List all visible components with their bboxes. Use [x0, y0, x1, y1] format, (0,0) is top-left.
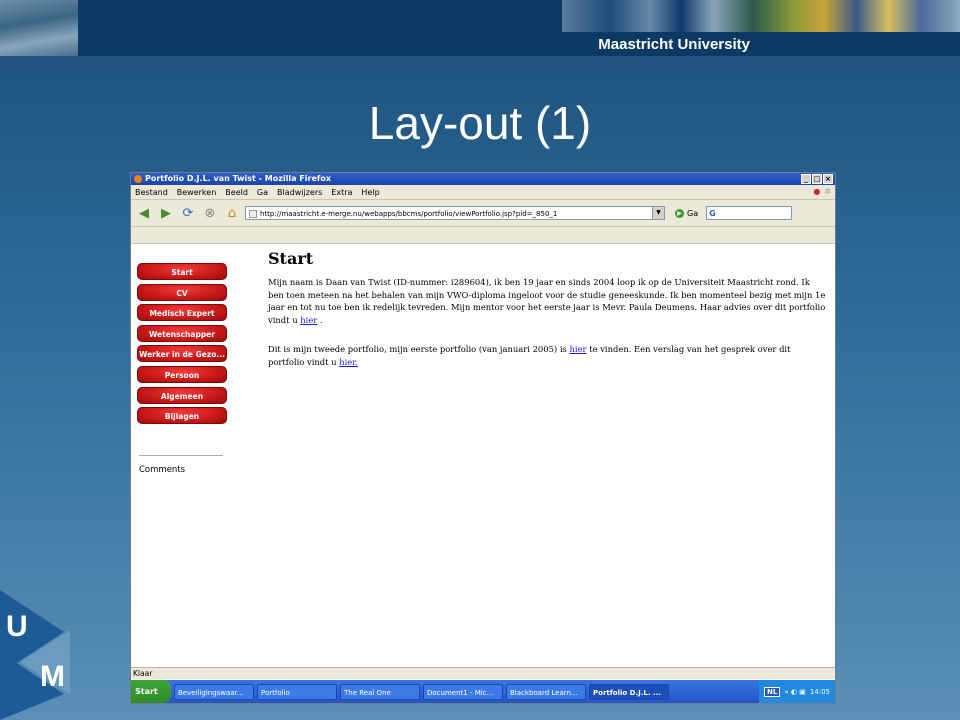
intro-text: Mijn naam is Daan van Twist (ID-nummer: i289604), ik ben 19 jaar en sinds 2004 loop ik op de Universiteit Maastricht rond. Ik ben toen meteen na het behalen van mijn VWO-diploma ingeloot voor de studie geneeskunde. Ik ben momenteel bezig met mijn 1e jaar en tot nu toe ben ik redelijk tevreden. Mijn mentor voor het eerste jaar is Mevr. Paula Deumens. Haar advies over dit portfolio vindt u	[268, 277, 826, 325]
side-divider	[139, 455, 223, 456]
window-title: Portfolio D.J.L. van Twist - Mozilla Firefox	[145, 174, 332, 183]
go-button[interactable]	[675, 209, 698, 218]
throbber-icon: ✲	[824, 187, 831, 196]
page-icon	[249, 210, 257, 218]
address-bar[interactable]	[245, 206, 665, 220]
mentor-advice-link[interactable]: hier	[300, 314, 318, 325]
address-dropdown-icon[interactable]: ▼	[652, 207, 664, 219]
task-blackboard[interactable]: Blackboard Learn...	[506, 684, 586, 700]
menu-bar	[131, 185, 835, 200]
tray-icons[interactable]: « ◐ ▣	[784, 687, 806, 696]
forward-arrow-icon[interactable]: ▶	[161, 205, 171, 221]
browser-window	[130, 172, 836, 704]
google-search-icon: G	[709, 209, 716, 218]
menu-beeld[interactable]: Beeld	[225, 187, 248, 197]
clock: 14:05	[809, 687, 830, 696]
report-link[interactable]: hier.	[339, 356, 359, 367]
slide-title: Lay-out (1)	[368, 97, 592, 149]
logo-letter-u: U	[6, 610, 28, 643]
side-button-bijlagen[interactable]: Bijlagen	[137, 407, 227, 424]
menu-bestand[interactable]: Bestand	[135, 187, 168, 197]
logo-letter-m: M	[40, 660, 65, 693]
firefox-icon	[134, 175, 142, 183]
home-icon[interactable]: ⌂	[227, 205, 237, 221]
language-indicator[interactable]: NL	[764, 687, 780, 697]
um-logo	[0, 590, 80, 720]
system-tray	[759, 680, 835, 703]
second-text: Dit is mijn tweede portfolio, mijn eerste portfolio (van januari 2005) is	[268, 344, 567, 354]
bookmarks-toolbar	[131, 227, 835, 244]
side-button-algemeen[interactable]: Algemeen	[137, 387, 227, 404]
menu-bewerken[interactable]: Bewerken	[176, 187, 217, 197]
navigation-toolbar	[131, 200, 835, 227]
menu-ga[interactable]: Ga	[256, 187, 269, 197]
task-beveiligingswaar[interactable]: Beveiligingswaar...	[174, 684, 254, 700]
menu-bladwijzers[interactable]: Bladwijzers	[277, 187, 323, 197]
window-controls	[801, 174, 833, 184]
address-url: http://maastricht.e-merge.nu/webapps/bbcms/portfolio/viewPortfolio.jsp?pid=_850_1	[260, 210, 558, 218]
start-button[interactable]: Start	[131, 680, 171, 703]
task-portfolio[interactable]: Portfolio	[257, 684, 337, 700]
minimize-button[interactable]: _	[801, 174, 811, 184]
back-arrow-icon[interactable]: ◀	[139, 205, 149, 221]
stop-icon[interactable]: ⊗	[204, 205, 216, 221]
page-heading: Start	[268, 249, 314, 268]
comments-link[interactable]: Comments	[139, 465, 186, 475]
maximize-button[interactable]: □	[813, 175, 821, 183]
side-button-persoon[interactable]: Persoon	[137, 366, 227, 383]
menu-extra[interactable]: Extra	[331, 187, 353, 197]
banner-image-strip	[562, 0, 960, 32]
close-button[interactable]: ×	[823, 174, 833, 184]
window-titlebar	[131, 173, 835, 185]
page-content	[131, 244, 835, 664]
side-button-wetenschapper[interactable]: Wetenschapper	[137, 325, 227, 342]
side-button-cv[interactable]: CV	[137, 284, 227, 301]
status-bar: Klaar	[131, 667, 835, 679]
side-button-start[interactable]: Start	[137, 263, 227, 280]
intro-end: .	[317, 314, 323, 325]
side-button-medisch-expert[interactable]: Medisch Expert	[137, 304, 227, 321]
go-label: Ga	[687, 208, 699, 218]
task-portfolio-firefox[interactable]: Portfolio D.J.L. ...	[589, 684, 669, 700]
windows-taskbar	[131, 680, 835, 703]
portfolio-side-menu	[137, 263, 227, 475]
stop-small-icon[interactable]: ●	[813, 187, 821, 196]
go-arrow-icon: ▶	[675, 209, 684, 218]
task-the-real-one[interactable]: The Real One	[340, 684, 420, 700]
second-mid: te vinden. Een verslag van het gesprek over dit portfolio vindt u	[268, 344, 791, 367]
menu-help[interactable]: Help	[361, 187, 380, 197]
banner-image-left	[0, 0, 78, 56]
search-box[interactable]	[706, 206, 792, 220]
intro-paragraph	[268, 276, 828, 326]
second-paragraph	[268, 343, 828, 368]
side-button-werker-in-de-gezo[interactable]: Werker in de Gezo...	[137, 345, 227, 362]
top-banner	[0, 0, 960, 56]
reload-icon[interactable]: ⟳	[182, 205, 194, 221]
first-portfolio-link[interactable]: hier	[569, 344, 587, 354]
task-document1[interactable]: Document1 - Mic...	[423, 684, 503, 700]
university-brand: Maastricht University	[598, 36, 750, 53]
